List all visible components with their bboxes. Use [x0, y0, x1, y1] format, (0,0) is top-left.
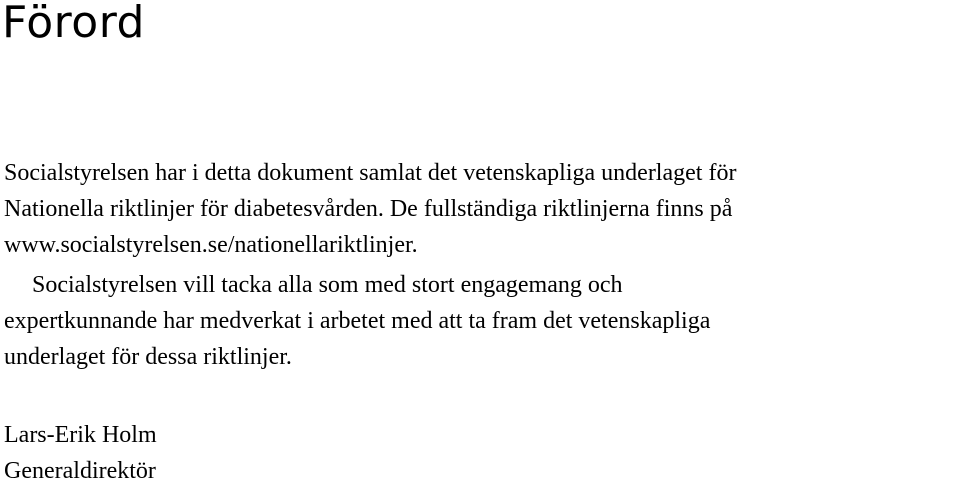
- paragraph-line: Socialstyrelsen har i detta dokument samlat det vetenskapliga underlaget för: [4, 160, 737, 186]
- paragraph-line: underlaget för dessa riktlinjer.: [4, 344, 292, 370]
- paragraph-line: expertkunnande har medverkat i arbetet med att ta fram det vetenskapliga: [4, 308, 711, 334]
- signatory-name: Lars-Erik Holm: [4, 422, 157, 448]
- paragraph-line: Nationella riktlinjer för diabetesvården. De fullständiga riktlinjerna finns på: [4, 196, 733, 222]
- signatory-title: Generaldirektör: [4, 458, 156, 484]
- paragraph-line: Socialstyrelsen vill tacka alla som med stort engagemang och: [32, 272, 623, 298]
- page-title: Förord: [2, 0, 145, 48]
- intro-paragraph: [4, 155, 736, 263]
- signature-block: [4, 417, 157, 489]
- acknowledgement-paragraph: [4, 267, 710, 375]
- website-link-line[interactable]: www.socialstyrelsen.se/nationellariktlinjer.: [4, 232, 418, 258]
